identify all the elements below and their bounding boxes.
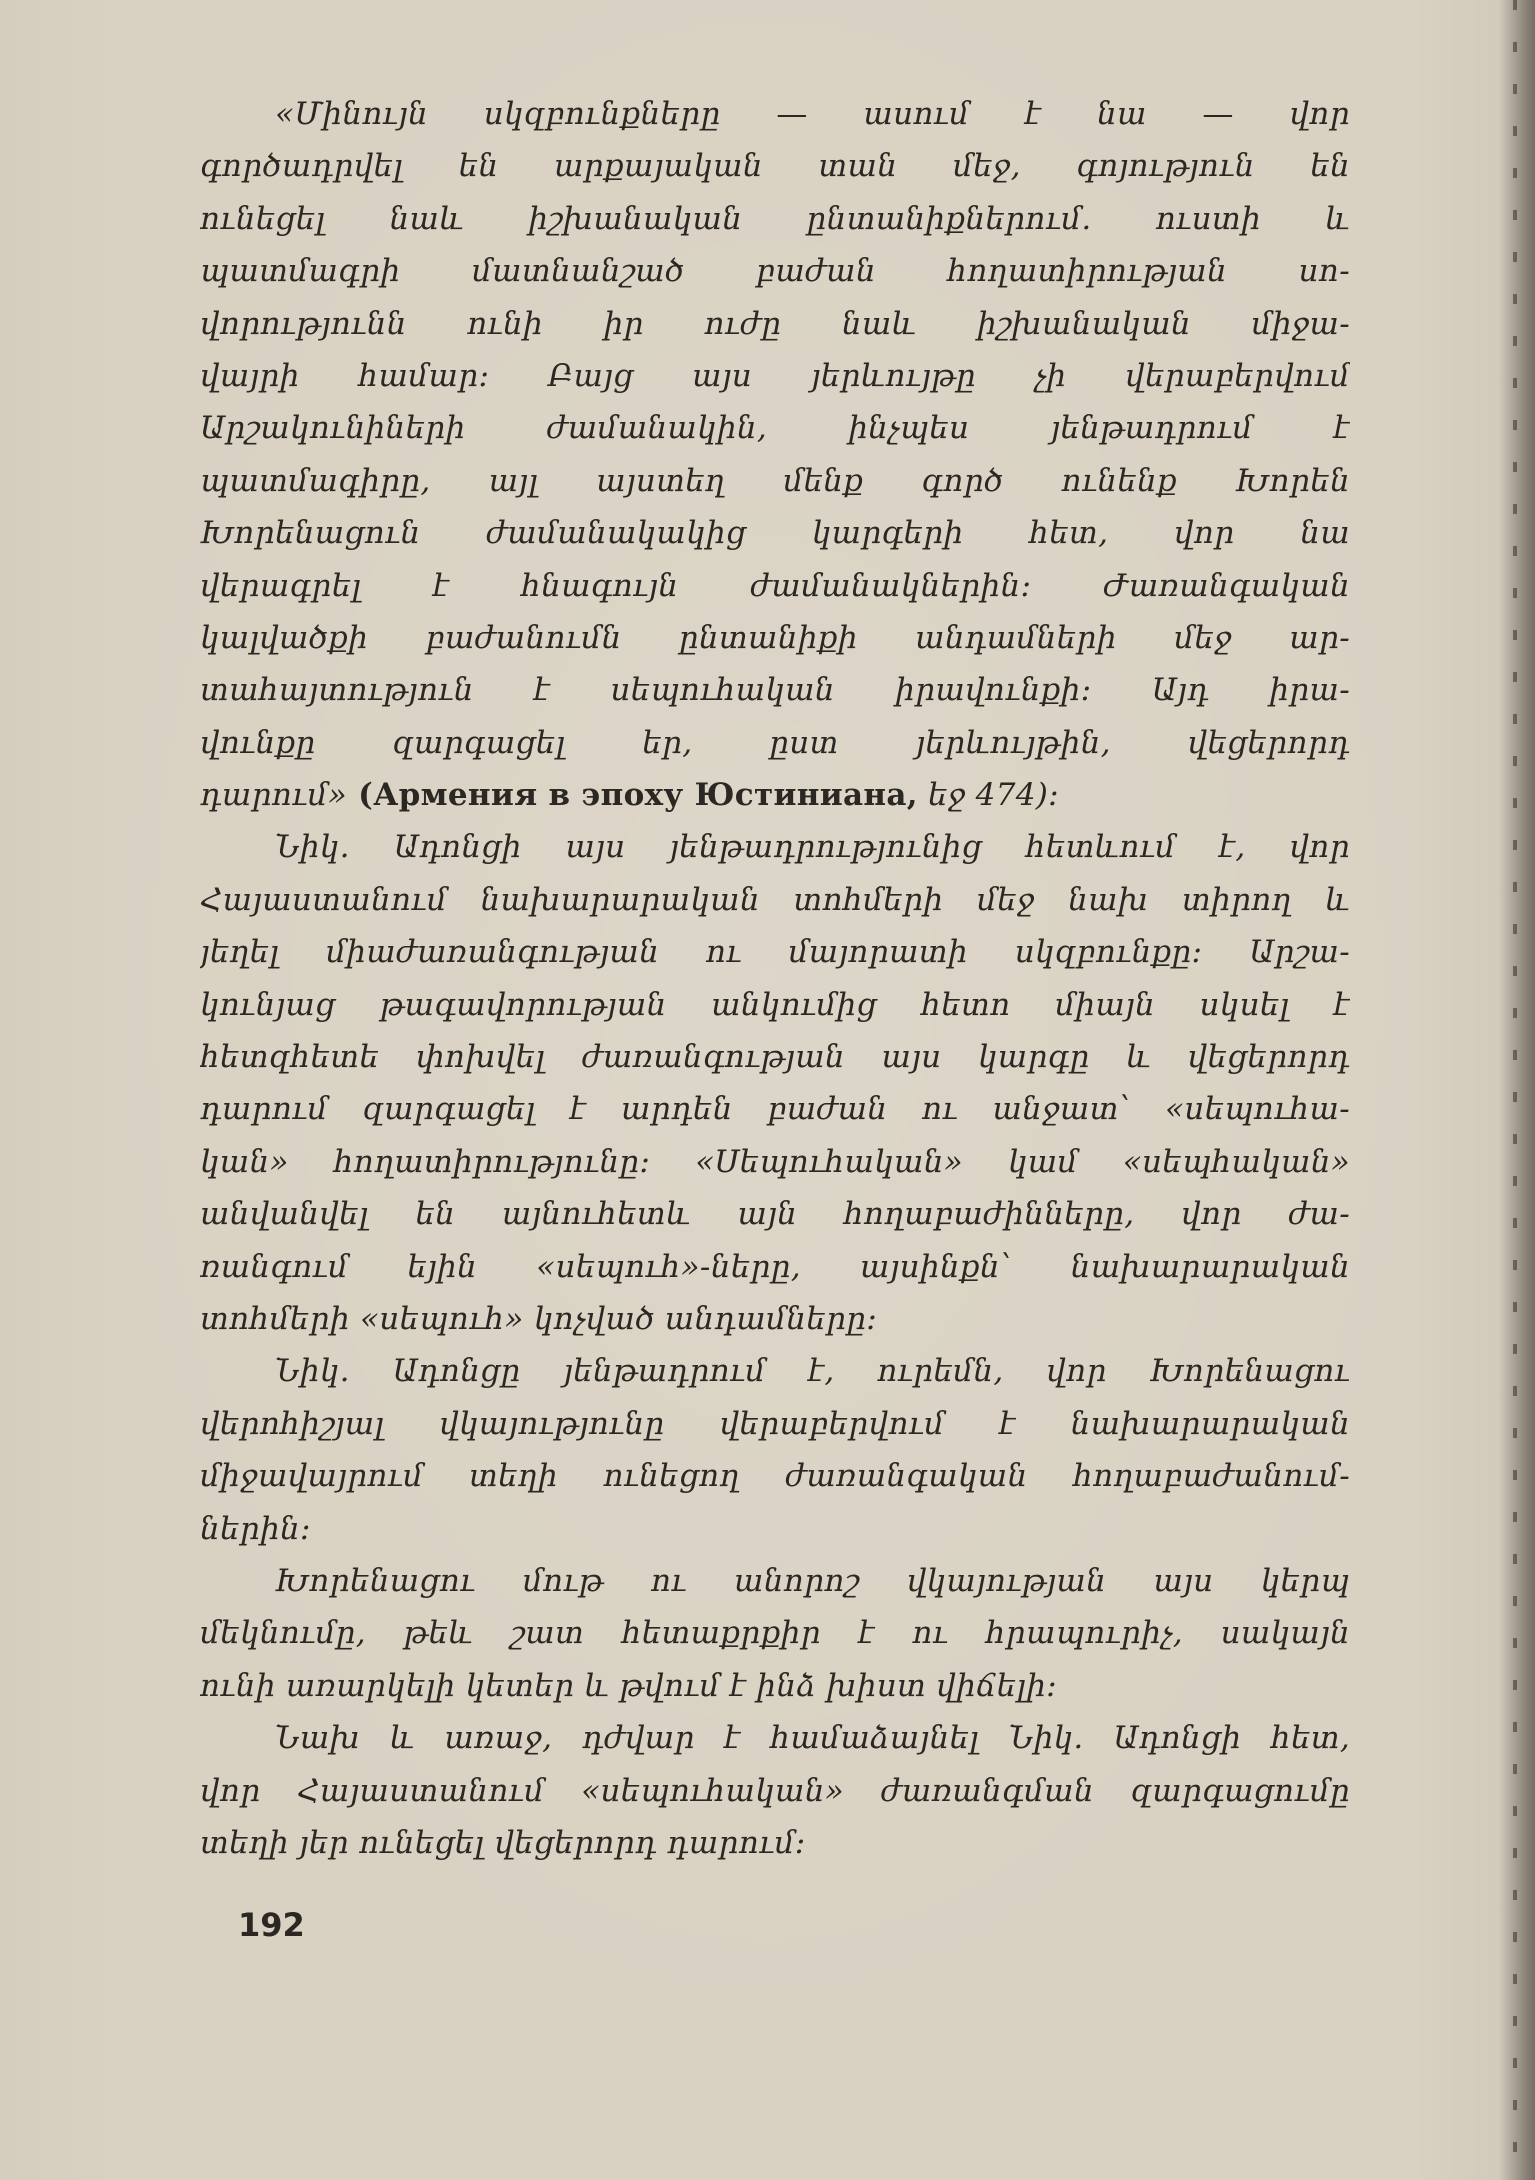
text-line: պատմագրի մատնանշած բաժան հողատիրության սո- <box>200 253 1350 290</box>
text-line: Նիկ. Ադոնցը յենթադրում է, ուրեմն, վոր Խորենացու <box>275 1353 1350 1390</box>
text-line: վոր Հայաստանում «սեպուհական» ժառանգման զարգացումը <box>200 1772 1350 1809</box>
russian-citation: (Армения в эпоху Юстиниана, <box>347 777 918 814</box>
text-line: պատմագիրը, այլ այստեղ մենք գործ ունենք Խորեն <box>200 462 1350 499</box>
text-line: Նիկ. Ադոնցի այս յենթադրությունից հետևում է, վոր <box>275 829 1350 866</box>
text-line: միջավայրում տեղի ունեցող ժառանգական հողաբաժանում- <box>200 1458 1350 1495</box>
text-line: յեղել միաժառանգության ու մայորատի սկզբունքը։ Արշա- <box>200 934 1350 971</box>
text-line: հետզհետե փոխվել ժառանգության այս կարգը և վեցերորդ <box>200 1039 1350 1076</box>
text-line: կալվածքի բաժանումն ընտանիքի անդամների մեջ ար- <box>200 619 1350 656</box>
text-line: Խորենացուն ժամանակակից կարգերի հետ, վոր նա <box>200 515 1350 552</box>
text-line: վայրի համար։ Բայց այս յերևույթը չի վերաբերվում <box>200 357 1350 394</box>
paragraph <box>200 1555 1350 1712</box>
text-line: ներին։ <box>200 1510 311 1547</box>
page-spine-shadow <box>1499 0 1535 2180</box>
text-line: «Մինույն սկզբունքները — ասում է նա — վոր <box>275 96 1350 132</box>
text-line: ռանգում եյին «սեպուհ»-ները, այսինքն՝ նախարարական <box>200 1248 1350 1285</box>
text-line: վերագրել է հնագույն ժամանակներին։ Ժառանգական <box>200 567 1350 604</box>
citation-line <box>200 769 1350 821</box>
quote-end-text: դարում» <box>200 777 348 814</box>
paragraph-quote <box>200 88 1350 821</box>
text-line: վորությունն ունի իր ուժը նաև իշխանական միջա- <box>200 305 1350 342</box>
text-line: Արշակունիների ժամանակին, ինչպես յենթադրում է <box>200 410 1350 447</box>
text-line: դարում զարգացել է արդեն բաժան ու անջատ՝ «սեպուհա- <box>200 1091 1350 1128</box>
text-line: Նախ և առաջ, դժվար է համաձայնել Նիկ. Ադոնցի հետ, <box>275 1720 1350 1757</box>
text-line: վերոհիշյալ վկայությունը վերաբերվում է նախարարական <box>200 1405 1350 1442</box>
text-line: անվանվել են այնուհետև այն հողաբաժինները, վոր ժա- <box>200 1196 1350 1233</box>
text-line: կունյաց թագավորության անկումից հետո միայն սկսել է <box>200 986 1350 1023</box>
text-line: Հայաստանում նախարարական տոհմերի մեջ նախ տիրող և <box>200 881 1350 918</box>
text-line: կան» հողատիրությունը։ «Սեպուհական» կամ «սեպհական» <box>200 1143 1350 1180</box>
text-line: տեղի յեր ունեցել վեցերորդ դարում։ <box>200 1824 806 1861</box>
text-line: վունքը զարգացել եր, ըստ յերևույթին, վեցերորդ <box>200 724 1350 761</box>
body-text <box>200 88 1350 1869</box>
text-line: տահայտություն է սեպուհական իրավունքի։ Այդ իրա- <box>200 672 1350 709</box>
paragraph <box>200 1712 1350 1869</box>
citation-page-ref: եջ 474)։ <box>917 777 1059 814</box>
text-line: ունի առարկելի կետեր և թվում է ինձ խիստ վիճելի։ <box>200 1667 1058 1704</box>
text-line: գործադրվել են արքայական տան մեջ, գոյություն են <box>200 148 1350 185</box>
text-line: Խորենացու մութ ու անորոշ վկայության այս կերպ <box>275 1562 1350 1599</box>
paragraph <box>200 821 1350 1345</box>
text-line: ունեցել նաև իշխանական ընտանիքներում. ուստի և <box>200 200 1350 237</box>
binding-stitch-marks <box>1513 0 1517 2180</box>
text-line: տոհմերի «սեպուհ» կոչված անդամները։ <box>200 1300 878 1337</box>
paragraph <box>200 1345 1350 1555</box>
text-line: մեկնումը, թեև շատ հետաքրքիր է ու հրապուրիչ, սակայն <box>200 1615 1350 1652</box>
page-number: 192 <box>238 1906 305 1944</box>
